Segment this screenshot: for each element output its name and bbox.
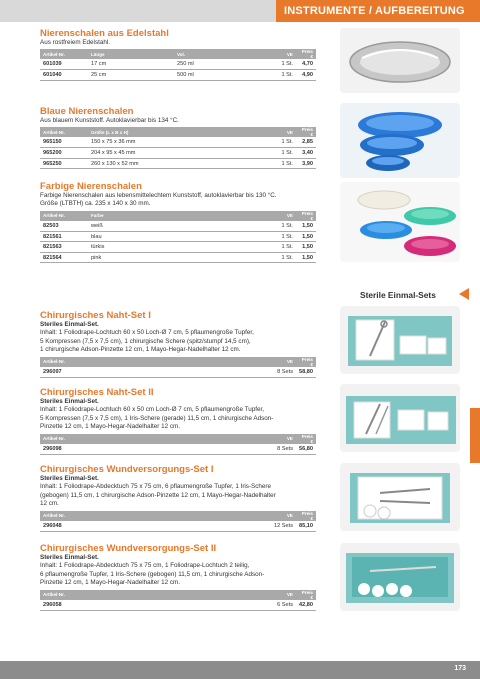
table-cell-text: 1,50	[302, 254, 313, 261]
table-header-cell	[174, 211, 264, 221]
product-title: Chirurgisches Naht-Set II	[40, 387, 154, 398]
steel-kidney-dish-image	[340, 28, 460, 93]
table-row	[40, 367, 316, 378]
table-header-cell: Artikel-Nr.	[40, 511, 88, 521]
header-gray-band	[0, 0, 276, 22]
table-header-cell: VE	[264, 511, 296, 521]
table-cell-text: 3,40	[302, 150, 313, 157]
table-cell	[296, 158, 316, 169]
side-tab-marker	[470, 408, 480, 463]
table-cell	[40, 521, 88, 532]
product-subtitle: Steriles Einmal-Set.	[40, 554, 99, 561]
table-cell	[40, 367, 88, 378]
table-cell-text: 965250	[43, 160, 62, 167]
table-cell-text: 821564	[43, 254, 62, 261]
table-cell-text: 58,80	[299, 368, 313, 375]
table-cell	[296, 444, 316, 455]
table-cell: 6 Sets	[264, 600, 296, 611]
table-cell-text: 296098	[43, 445, 62, 452]
table-header-cell: Länge	[88, 49, 174, 59]
table-cell	[88, 367, 174, 378]
table-cell: 1 St.	[264, 252, 296, 263]
table-cell-text: 296097	[43, 368, 62, 375]
product-description: (gebogen) 11,5 cm, 1 chirurgische Adson-Pinzette 12 cm, 1 Mayo-Hegar-Nadelhalter	[40, 491, 276, 499]
table-row	[40, 70, 316, 81]
suture-set-1-image	[340, 306, 460, 374]
table-cell-text: 965150	[43, 139, 62, 146]
table-header-cell: Größe (L x B x H)	[88, 127, 174, 137]
table-header-cell	[88, 434, 174, 444]
table-header-cell	[88, 511, 174, 521]
table-row	[40, 521, 316, 532]
product-description: 5 Kompressen (7,5 x 7,5 cm), 1 Iris-Schere (gerade) 11,5 cm, 1 chirurgische Adson-	[40, 414, 274, 422]
table-header-cell	[88, 357, 174, 367]
table-cell	[174, 521, 264, 532]
product-description: Inhalt: 1 Foliodrape-Lochtuch 60 x 50 Loch-Ø 7 cm, 5 pflaumengroße Tupfer,	[40, 329, 254, 337]
blue-kidney-dish-image	[340, 103, 460, 178]
table-cell-text: 2,85	[302, 139, 313, 146]
table-cell	[174, 231, 264, 242]
table-cell	[40, 59, 88, 70]
table-cell-text: 42,80	[299, 601, 313, 608]
table-cell	[296, 137, 316, 148]
table-row	[40, 148, 316, 159]
table-cell-text: 821561	[43, 233, 62, 240]
table-cell: 1 St.	[264, 158, 296, 169]
table-header-cell	[88, 590, 174, 600]
table-cell: 8 Sets	[264, 444, 296, 455]
product-description: 5 Kompressen (7,5 x 7,5 cm), 1 chirurgische Schere (spitz/stumpf 14,5 cm),	[40, 337, 251, 345]
product-section	[40, 464, 316, 532]
header-title: INSTRUMENTE / AUFBEREITUNG	[276, 0, 480, 22]
table-row	[40, 242, 316, 253]
sterile-sets-heading: Sterile Einmal-Sets	[360, 290, 436, 300]
table-header-cell: Vol.	[174, 49, 264, 59]
table-header-cell: Preis €	[296, 590, 316, 600]
table-header-cell: Artikel-Nr.	[40, 49, 88, 59]
table-row	[40, 59, 316, 70]
table-cell	[40, 148, 88, 159]
table-cell-text: 4,90	[302, 72, 313, 79]
table-cell	[40, 137, 88, 148]
page-number: 173	[454, 665, 466, 672]
table-header-cell: VE	[264, 357, 296, 367]
product-title: Chirurgisches Wundversorgungs-Set I	[40, 464, 214, 475]
table-cell	[296, 221, 316, 232]
product-title: Blaue Nierenschalen	[40, 106, 134, 117]
table-cell-text: 965200	[43, 150, 62, 157]
product-description: Farbige Nierenschalen aus lebensmittelechtem Kunststoff, autoklavierbar bis 130 °C.	[40, 192, 277, 199]
colored-kidney-dish-image	[340, 182, 460, 262]
table-cell-text: 3,90	[302, 160, 313, 167]
product-table	[40, 434, 316, 455]
table-cell	[174, 242, 264, 253]
table-cell-text: 296048	[43, 522, 62, 529]
table-cell: blau	[88, 231, 174, 242]
footer-bar	[0, 661, 480, 679]
table-cell-text: 82503	[43, 222, 59, 229]
table-header-cell	[174, 590, 264, 600]
table-cell	[88, 521, 174, 532]
table-cell	[40, 600, 88, 611]
table-cell: 25 cm	[88, 70, 174, 81]
table-cell: 1 St.	[264, 221, 296, 232]
product-table	[40, 357, 316, 378]
table-cell: 1 St.	[264, 231, 296, 242]
table-row	[40, 600, 316, 611]
table-cell	[296, 70, 316, 81]
table-cell	[40, 70, 88, 81]
table-cell	[174, 158, 264, 169]
product-table	[40, 511, 316, 532]
table-cell	[174, 148, 264, 159]
table-header-cell: Preis €	[296, 511, 316, 521]
table-cell-text: 296058	[43, 601, 62, 608]
table-cell	[40, 242, 88, 253]
table-cell-text: 821563	[43, 244, 62, 251]
table-cell: 260 x 130 x 52 mm	[88, 158, 174, 169]
table-cell	[174, 600, 264, 611]
product-table	[40, 49, 316, 81]
product-title: Farbige Nierenschalen	[40, 181, 142, 192]
table-cell	[296, 242, 316, 253]
product-title: Nierenschalen aus Edelstahl	[40, 28, 169, 39]
table-cell: 12 Sets	[264, 521, 296, 532]
product-section	[40, 106, 316, 169]
table-cell-text: 601040	[43, 72, 62, 79]
table-cell-text: 1,50	[302, 244, 313, 251]
table-cell-text: 601039	[43, 61, 62, 68]
table-header-cell: VE	[264, 49, 296, 59]
product-description: Pinzette 12 cm, 1 Mayo-Hegar-Nadelhalter 12 cm.	[40, 579, 180, 587]
table-cell	[174, 221, 264, 232]
table-header-cell: Artikel-Nr.	[40, 127, 88, 137]
table-cell: 250 ml	[174, 59, 264, 70]
table-header-cell: Preis €	[296, 127, 316, 137]
table-header-cell: VE	[264, 211, 296, 221]
product-section	[40, 310, 316, 378]
table-header-cell: Artikel-Nr.	[40, 211, 88, 221]
product-description: Pinzette 12 cm, 1 Mayo-Hegar-Nadelhalter 12 cm.	[40, 423, 180, 431]
heading-arrow-icon	[459, 288, 469, 300]
product-title: Chirurgisches Wundversorgungs-Set II	[40, 543, 217, 554]
table-header-cell: Artikel-Nr.	[40, 357, 88, 367]
table-header-cell: VE	[264, 434, 296, 444]
table-cell	[174, 137, 264, 148]
table-cell	[88, 444, 174, 455]
wound-care-set-2-image	[340, 543, 460, 611]
table-cell	[174, 444, 264, 455]
product-section	[40, 387, 316, 455]
table-header-cell: Farbe	[88, 211, 174, 221]
table-row	[40, 158, 316, 169]
table-cell: pink	[88, 252, 174, 263]
product-table	[40, 127, 316, 169]
table-cell: 1 St.	[264, 242, 296, 253]
table-cell: 1 St.	[264, 137, 296, 148]
table-cell-text: 1,50	[302, 222, 313, 229]
table-cell: weiß	[88, 221, 174, 232]
product-section	[40, 543, 316, 611]
table-cell: 1 St.	[264, 148, 296, 159]
product-description: 12 cm.	[40, 500, 59, 508]
table-header-cell: Preis €	[296, 357, 316, 367]
table-row	[40, 252, 316, 263]
product-table	[40, 590, 316, 611]
table-cell: 1 St.	[264, 59, 296, 70]
table-cell	[88, 600, 174, 611]
table-cell	[40, 221, 88, 232]
product-subtitle: Steriles Einmal-Set.	[40, 398, 99, 405]
product-description: Inhalt: 1 Foliodrape-Abdecktuch 75 x 75 cm, 6 pflaumengroße Tupfer, 1 Iris-Schere	[40, 483, 272, 491]
table-cell	[296, 252, 316, 263]
table-cell	[174, 252, 264, 263]
table-cell: 500 ml	[174, 70, 264, 81]
product-title: Chirurgisches Naht-Set I	[40, 310, 151, 321]
product-description: Inhalt: 1 Foliodrape-Lochtuch 60 x 50 cm Loch-Ø 7 cm, 5 pflaumengroße Tupfer,	[40, 406, 265, 414]
table-header-cell: Artikel-Nr.	[40, 590, 88, 600]
table-row	[40, 444, 316, 455]
product-subtitle: Steriles Einmal-Set.	[40, 321, 99, 328]
product-description: Aus rostfreiem Edelstahl.	[40, 39, 110, 46]
table-header-cell: Preis €	[296, 49, 316, 59]
wound-care-set-1-image	[340, 463, 460, 531]
product-section	[40, 181, 316, 263]
table-header-cell	[174, 434, 264, 444]
product-description: Aus blauem Kunststoff. Autoklavierbar bis 134 °C.	[40, 117, 179, 124]
product-description: 6 pflaumengroße Tupfer, 1 Iris-Schere (gebogen) 11,5 cm, 1 chirurgische Adson-	[40, 570, 265, 578]
product-section	[40, 28, 316, 81]
table-cell	[296, 600, 316, 611]
table-cell	[296, 231, 316, 242]
suture-set-2-image	[340, 384, 460, 452]
table-cell	[296, 148, 316, 159]
table-cell: 204 x 95 x 45 mm	[88, 148, 174, 159]
table-cell	[296, 367, 316, 378]
table-cell-text: 1,50	[302, 233, 313, 240]
table-cell	[40, 158, 88, 169]
table-cell	[296, 59, 316, 70]
table-cell	[40, 252, 88, 263]
table-header-cell	[174, 511, 264, 521]
table-header-cell	[174, 357, 264, 367]
table-header-cell: VE	[264, 590, 296, 600]
table-cell-text: 4,70	[302, 61, 313, 68]
table-header-cell: Preis €	[296, 434, 316, 444]
header-bar	[0, 0, 480, 22]
table-cell	[40, 231, 88, 242]
product-description: 1 chirurgische Adson-Pinzette 12 cm, 1 Mayo-Hegar-Nadelhalter 12 cm.	[40, 346, 241, 354]
table-cell: 150 x 75 x 36 mm	[88, 137, 174, 148]
table-header-cell: VE	[264, 127, 296, 137]
table-cell	[174, 367, 264, 378]
table-cell: türkis	[88, 242, 174, 253]
product-subtitle: Steriles Einmal-Set.	[40, 475, 99, 482]
table-cell: 1 St.	[264, 70, 296, 81]
table-cell-text: 56,80	[299, 445, 313, 452]
table-cell	[40, 444, 88, 455]
product-table	[40, 211, 316, 264]
table-cell: 8 Sets	[264, 367, 296, 378]
table-header-cell: Preis €	[296, 211, 316, 221]
table-cell: 17 cm	[88, 59, 174, 70]
table-row	[40, 231, 316, 242]
table-header-cell: Artikel-Nr.	[40, 434, 88, 444]
product-description: Inhalt: 1 Foliodrape-Abdecktuch 75 x 75 cm, 1 Foliodrape-Lochtuch 2 teilig,	[40, 562, 250, 570]
table-row	[40, 221, 316, 232]
table-row	[40, 137, 316, 148]
table-cell	[296, 521, 316, 532]
product-description: Größe (LTBTH) ca. 235 x 140 x 30 mm.	[40, 200, 151, 208]
table-cell-text: 85,10	[299, 522, 313, 529]
table-header-cell	[174, 127, 264, 137]
